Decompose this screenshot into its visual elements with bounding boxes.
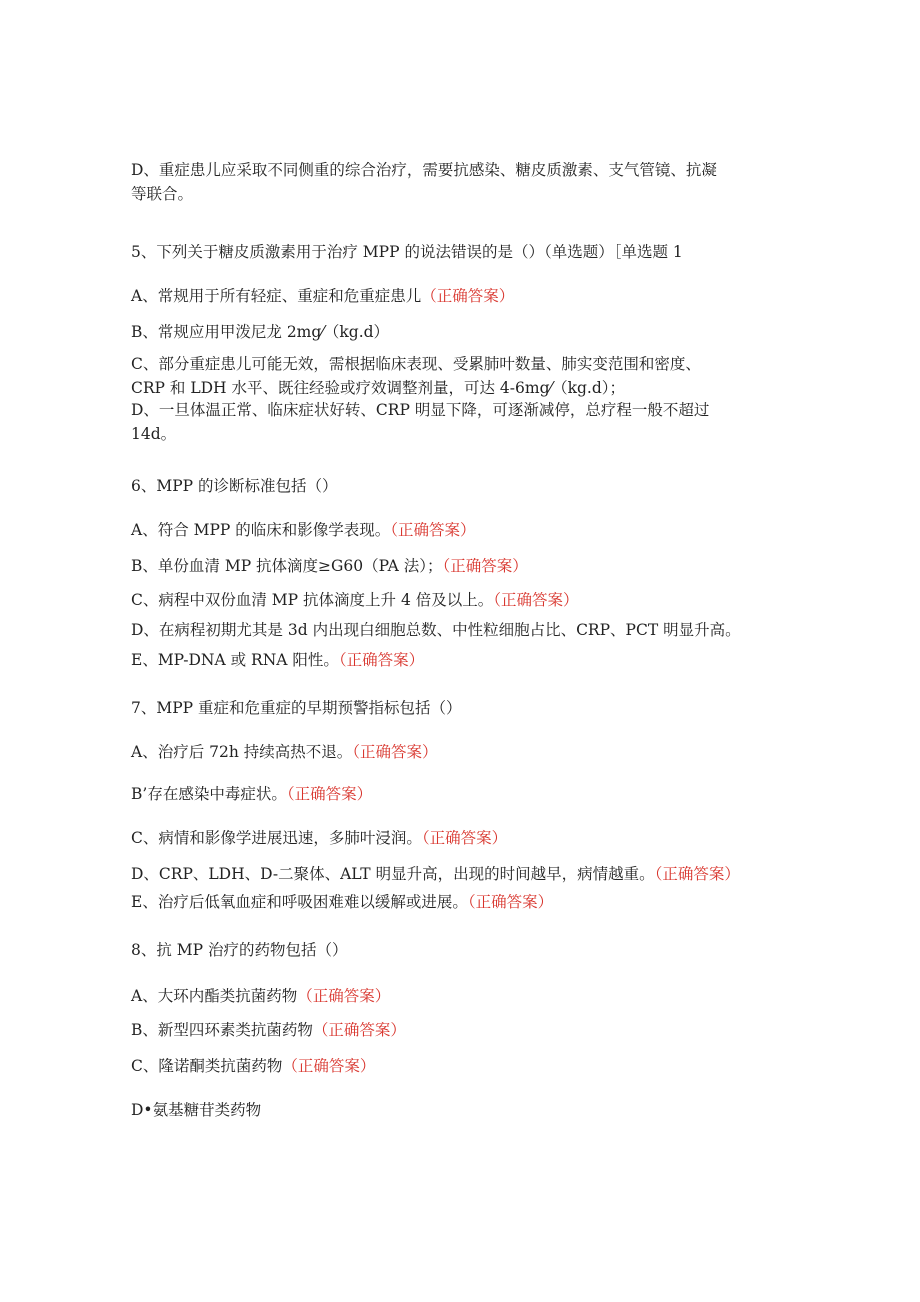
correct-answer-mark: （正确答案） — [493, 591, 579, 609]
text-line — [131, 320, 791, 344]
text-line — [131, 862, 791, 886]
text-line — [131, 588, 791, 612]
line-text: D•氨基糖苷类药物 — [131, 1101, 262, 1119]
text-line — [131, 740, 791, 764]
correct-answer-mark: （正确答案） — [390, 521, 476, 539]
line-text: 6、MPP 的诊断标准包括（） — [131, 477, 338, 495]
text-line — [131, 984, 791, 1008]
text-line — [131, 554, 791, 578]
text-line — [131, 376, 791, 400]
line-text: 等联合。 — [131, 185, 194, 203]
text-line — [131, 890, 791, 914]
text-line — [131, 696, 791, 720]
correct-answer-mark: （正确答案） — [654, 865, 740, 883]
text-line — [131, 1054, 791, 1078]
correct-answer-mark: （正确答案） — [467, 893, 554, 911]
line-text: 5、下列关于糖皮质激素用于治疗 MPP 的说法错误的是（）（单选题）［单选题 1 — [131, 243, 683, 261]
line-text: A、符合 MPP 的临床和影像学表现。 — [131, 521, 391, 539]
line-text: D、一旦体温正常、临床症状好转、CRP 明显下降，可逐渐减停，总疗程一般不超过 — [131, 401, 710, 419]
text-line — [131, 240, 791, 264]
text-line — [131, 398, 791, 422]
line-text: B’存在感染中毒症状。 — [131, 785, 287, 803]
line-text: D、在病程初期尤其是 3d 内出现白细胞总数、中性粒细胞占比、CRP、PCT 明显升高。 — [131, 621, 741, 639]
text-line — [131, 782, 791, 806]
line-text: B、单份血清 MP 抗体滴度≥G60（PA 法）； — [131, 557, 443, 575]
line-text: B、新型四环素类抗菌药物 — [131, 1021, 313, 1039]
line-text: B、常规应用甲泼尼龙 2mg⁄（kg.d） — [131, 323, 390, 341]
text-line — [131, 422, 791, 446]
correct-answer-mark: （正确答案） — [352, 743, 438, 761]
text-line — [131, 618, 791, 642]
correct-answer-mark: （正确答案） — [442, 557, 528, 575]
line-text: E、MP-DNA 或 RNA 阳性。 — [131, 651, 339, 669]
text-line — [131, 182, 791, 206]
line-text: A、大环内酯类抗菌药物 — [131, 987, 298, 1005]
correct-answer-mark: （正确答案） — [297, 987, 391, 1005]
text-line — [131, 474, 791, 498]
line-text: E、治疗后低氧血症和呼吸困难难以缓解或进展。 — [131, 893, 468, 911]
line-text: CRP 和 LDH 水平、既往经验或疗效调整剂量，可达 4-6mg⁄（kg.d）； — [131, 379, 625, 397]
line-text: 7、MPP 重症和危重症的早期预警指标包括（） — [131, 699, 462, 717]
correct-answer-mark: （正确答案） — [338, 651, 425, 669]
text-line — [131, 938, 791, 962]
text-line — [131, 158, 791, 182]
text-line — [131, 648, 791, 672]
line-text: D、CRP、LDH、D-二聚体、ALT 明显升高，出现的时间越早，病情越重。 — [131, 865, 655, 883]
text-line — [131, 826, 791, 850]
line-text: A、治疗后 72h 持续高热不退。 — [131, 743, 353, 761]
line-text: D、重症患儿应采取不同侧重的综合治疗，需要抗感染、糖皮质激素、支气管镜、抗凝 — [131, 161, 717, 179]
line-text: A、常规用于所有轻症、重症和危重症患儿 — [131, 287, 422, 305]
correct-answer-mark: （正确答案） — [282, 1057, 376, 1075]
line-text: 8、抗 MP 治疗的药物包括（） — [131, 941, 348, 959]
line-text: C、隆诺酮类抗菌药物 — [131, 1057, 283, 1075]
line-text: C、病程中双份血清 MP 抗体滴度上升 4 倍及以上。 — [131, 591, 494, 609]
text-line — [131, 284, 791, 308]
line-text: C、病情和影像学进展迅速，多肺叶浸润。 — [131, 829, 422, 847]
text-line — [131, 518, 791, 542]
correct-answer-mark: （正确答案） — [286, 785, 373, 803]
text-line — [131, 352, 791, 376]
correct-answer-mark: （正确答案） — [312, 1021, 406, 1039]
correct-answer-mark: （正确答案） — [421, 287, 515, 305]
text-line — [131, 1098, 791, 1122]
line-text: C、部分重症患儿可能无效，需根据临床表现、受累肺叶数量、肺实变范围和密度、 — [131, 355, 701, 373]
correct-answer-mark: （正确答案） — [421, 829, 508, 847]
text-line — [131, 1018, 791, 1042]
line-text: 14d。 — [131, 425, 177, 443]
